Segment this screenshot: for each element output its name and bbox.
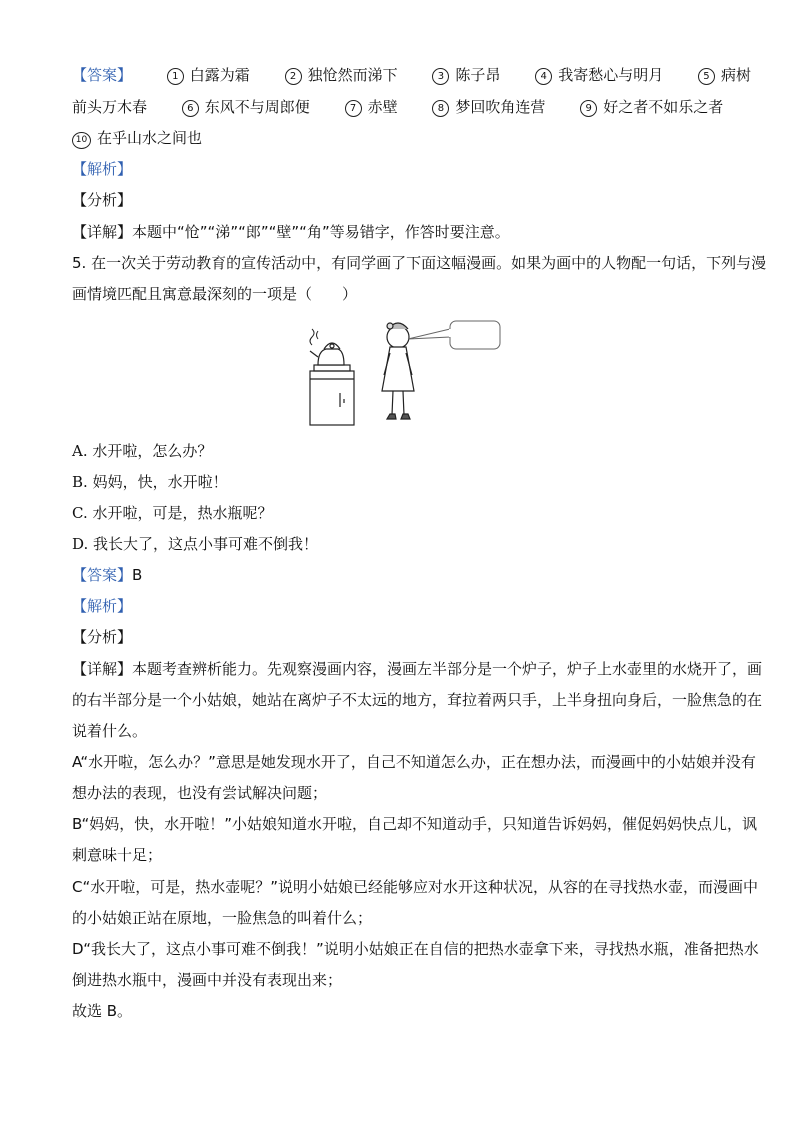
fenxi-heading-2: 【分析】: [72, 628, 133, 646]
answer-item-5-cont: 前头万木春: [72, 98, 148, 116]
analysis-c-line2: 的小姑娘正站在原地，一脸焦急的叫着什么；: [72, 909, 373, 927]
answer-item-9: 9 好之者不如乐之者: [580, 92, 723, 123]
answer-item-4: 4 我寄愁心与明月: [535, 60, 663, 91]
kettle-icon: [310, 329, 344, 365]
answer-item-7: 7 赤壁: [345, 92, 398, 123]
answer-line-3: [72, 123, 202, 154]
answer-item-3: 3 陈子昂: [432, 60, 500, 91]
answer-tag: 【答案】: [72, 66, 133, 84]
speech-bubble: [408, 321, 500, 349]
analysis-a-line1: A“水开啦，怎么办？”意思是她发现水开了，自己不知道怎么办，正在想办法，而漫画中的小姑娘并没有: [72, 753, 756, 771]
conclusion: 故选 B。: [72, 1002, 133, 1020]
answer-item-1: 1 白露为霜: [167, 60, 250, 91]
answer-line-1: [72, 60, 751, 91]
answer-line-2: [72, 92, 723, 123]
jiexi-heading: 【解析】: [72, 160, 133, 178]
girl-icon: [382, 323, 414, 419]
answer-item-10: 10 在乎山水之间也: [72, 123, 202, 154]
answer-item-2: 2 独怆然而涕下: [285, 60, 398, 91]
option-a: A. 水开啦，怎么办？: [72, 442, 213, 460]
analysis-d-line1: D“我长大了，这点小事可难不倒我！”说明小姑娘正在自信的把热水壶拿下来，寻找热水瓶，准备把热水: [72, 940, 759, 958]
answer-item-5: 5 病树: [698, 60, 751, 91]
analysis-b-line1: B“妈妈，快，水开啦！”小姑娘知道水开啦，自己却不知道动手，只知道告诉妈妈，催促妈妈快点儿，讽: [72, 815, 758, 833]
xiangjie-2-line3: 说着什么。: [72, 722, 148, 740]
cartoon-illustration: [304, 315, 504, 427]
question5-line1: 5. 在一次关于劳动教育的宣传活动中，有同学画了下面这幅漫画。如果为画中的人物配一句话，下列与漫: [72, 254, 767, 272]
answer-2: 【答案】B: [72, 566, 143, 584]
option-d: D. 我长大了，这点小事可难不倒我！: [72, 535, 319, 553]
option-c: C. 水开啦，可是，热水瓶呢？: [72, 504, 273, 522]
analysis-a-line2: 想办法的表现，也没有尝试解决问题；: [72, 784, 328, 802]
xiangjie-2-line2: 的右半部分是一个小姑娘，她站在离炉子不太远的地方，耷拉着两只手，上半身扭向身后，一脸焦急的在: [72, 691, 763, 709]
xiangjie-2-line1: 【详解】本题考查辨析能力。先观察漫画内容，漫画左半部分是一个炉子，炉子上水壶里的水烧开了，画: [72, 660, 763, 678]
answer-item-6: 6 东风不与周郎便: [182, 92, 310, 123]
option-b: B. 妈妈，快，水开啦！: [72, 473, 228, 491]
fenxi-heading: 【分析】: [72, 191, 133, 209]
answer-item-8: 8 梦回吹角连营: [432, 92, 545, 123]
jiexi-heading-2: 【解析】: [72, 597, 133, 615]
analysis-b-line2: 刺意味十足；: [72, 846, 163, 864]
stove-icon: [310, 365, 354, 425]
question5-line2: 画情境匹配且寓意最深刻的一项是（ ）: [72, 285, 358, 303]
xiangjie-1: 【详解】本题中“怆”“涕”“郎”“壁”“角”等易错字，作答时要注意。: [72, 223, 510, 241]
analysis-d-line2: 倒进热水瓶中，漫画中并没有表现出来；: [72, 971, 343, 989]
analysis-c-line1: C“水开啦，可是，热水壶呢？”说明小姑娘已经能够应对水开这种状况，从容的在寻找热水壶，而漫画中: [72, 878, 759, 896]
